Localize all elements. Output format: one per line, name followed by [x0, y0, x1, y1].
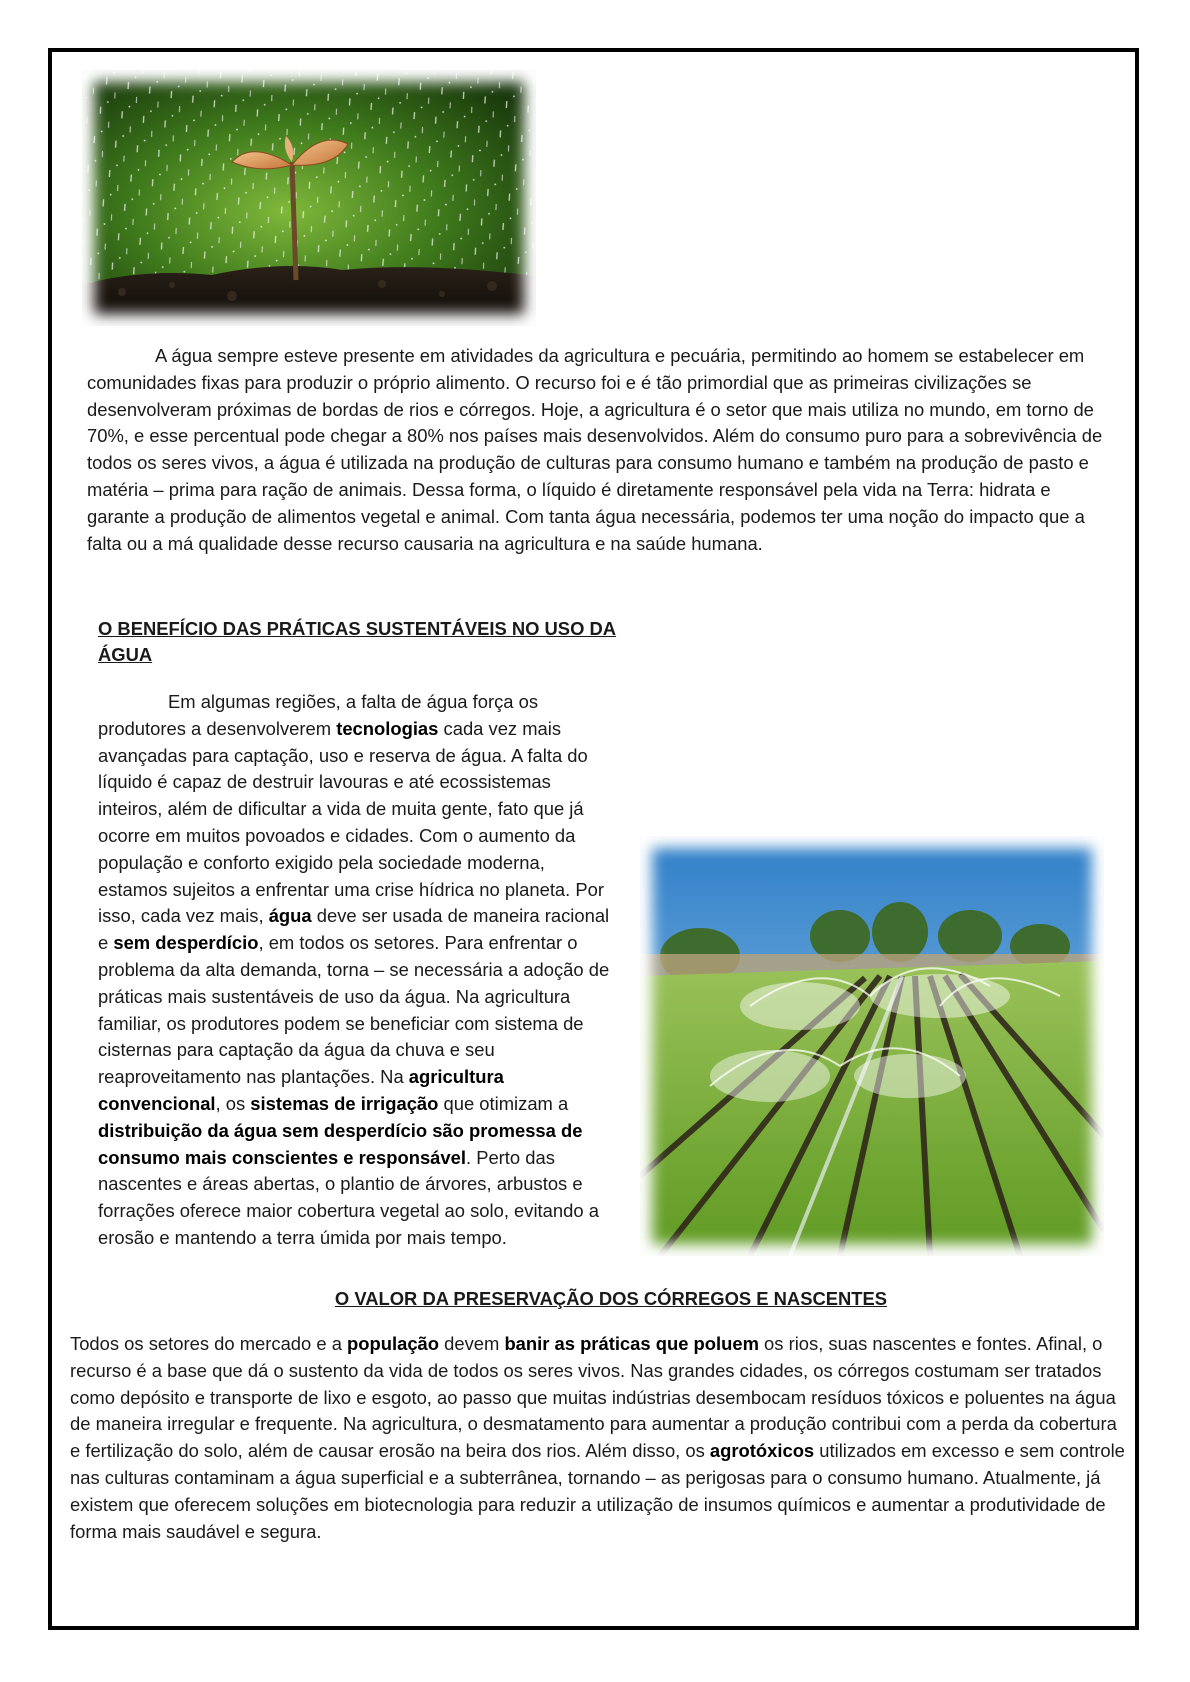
irrigation-sprinkler-icon [640, 836, 1104, 1256]
seedling-icon [82, 70, 536, 326]
irrigation-field-photo [640, 836, 1104, 1256]
section-heading-preservation [0, 1286, 1190, 1312]
sustainable-practices-paragraph: Em algumas regiões, a falta de água força os produtores a desenvolverem tecnologias cada vez mais avançadas para captação, uso e reserva de água. A falta do líquido é capaz de destruir lavouras e até ecossistemas inteiros, além de dificultar a vida de muita gente, fato que já ocorre em muitos povoados e cidades. Com o aumento da população e conforto exigido pela sociedade moderna, estamos sujeitos a enfrentar uma crise hídrica no planeta. Por isso, cada vez mais, água deve ser usada de maneira racional e sem desperdício, em todos os setores. Para enfrentar o problema da alta demanda, torna – se necessária a adoção de práticas mais sustentáveis de uso da água. Na agricultura familiar, os produtores podem se beneficiar com sistema de cisternas para captação da água da chuva e seu reaproveitamento nas plantações. Na agricultura convencional, os sistemas de irrigação que otimizam a distribuição da água sem desperdício são promessa de consumo mais conscientes e responsável. Perto das nascentes e áreas abertas, o plantio de árvores, arbustos e forrações oferece maior cobertura vegetal ao solo, evitando a erosão e mantendo a terra úmida por mais tempo. [98, 691, 610, 1248]
preservation-paragraph: Todos os setores do mercado e a população devem banir as práticas que poluem os rios, suas nascentes e fontes. Afinal, o recurso é a base que dá o sustento da vida de todos os seres vivos. Nas grandes cidades, os córregos costumam ser tratados como depósito e transporte de lixo e esgoto, ao passo que muitas indústrias desembocam resíduos tóxicos e poluentes na água de maneira irregular e frequente. Na agricultura, o desmatamento para aumentar a produção contribui com a perda da cobertura e fertilização do solo, além de causar erosão na beira dos rios. Além disso, os agrotóxicos utilizados em excesso e sem controle nas culturas contaminam a água superficial e a subterrânea, tornando – as perigosas para o consumo humano. Atualmente, já existem que oferecem soluções em biotecnologia para reduzir a utilização de insumos químicos e aumentar a produtividade de forma mais saudável e segura. [70, 1333, 1125, 1542]
section-heading-sustainable-practices: O BENEFÍCIO DAS PRÁTICAS SUSTENTÁVEIS NO USO DA ÁGUA [98, 618, 617, 665]
seedling-in-rain-photo [82, 70, 536, 326]
section-heading-preservation-text: O VALOR DA PRESERVAÇÃO DOS CÓRREGOS E NASCENTES [334, 1288, 888, 1309]
intro-paragraph: A água sempre esteve presente em atividades da agricultura e pecuária, permitindo ao homem se estabelecer em comunidades fixas para produzir o próprio alimento. O recurso foi e é tão primordial que as primeiras civilizações se desenvolveram próximas de bordas de rios e córregos. Hoje, a agricultura é o setor que mais utiliza no mundo, em torno de 70%, e esse percentual pode chegar a 80% nos países mais desenvolvidos. Além do consumo puro para a sobrevivência de todos os seres vivos, a água é utilizada na produção de culturas para consumo humano e também na produção de pasto e matéria – prima para ração de animais. Dessa forma, o líquido é diretamente responsável pela vida na Terra: hidrata e garante a produção de alimentos vegetal e animal. Com tanta água necessária, podemos ter uma noção do impacto que a falta ou a má qualidade desse recurso causaria na agricultura e na saúde humana. [87, 345, 1103, 554]
